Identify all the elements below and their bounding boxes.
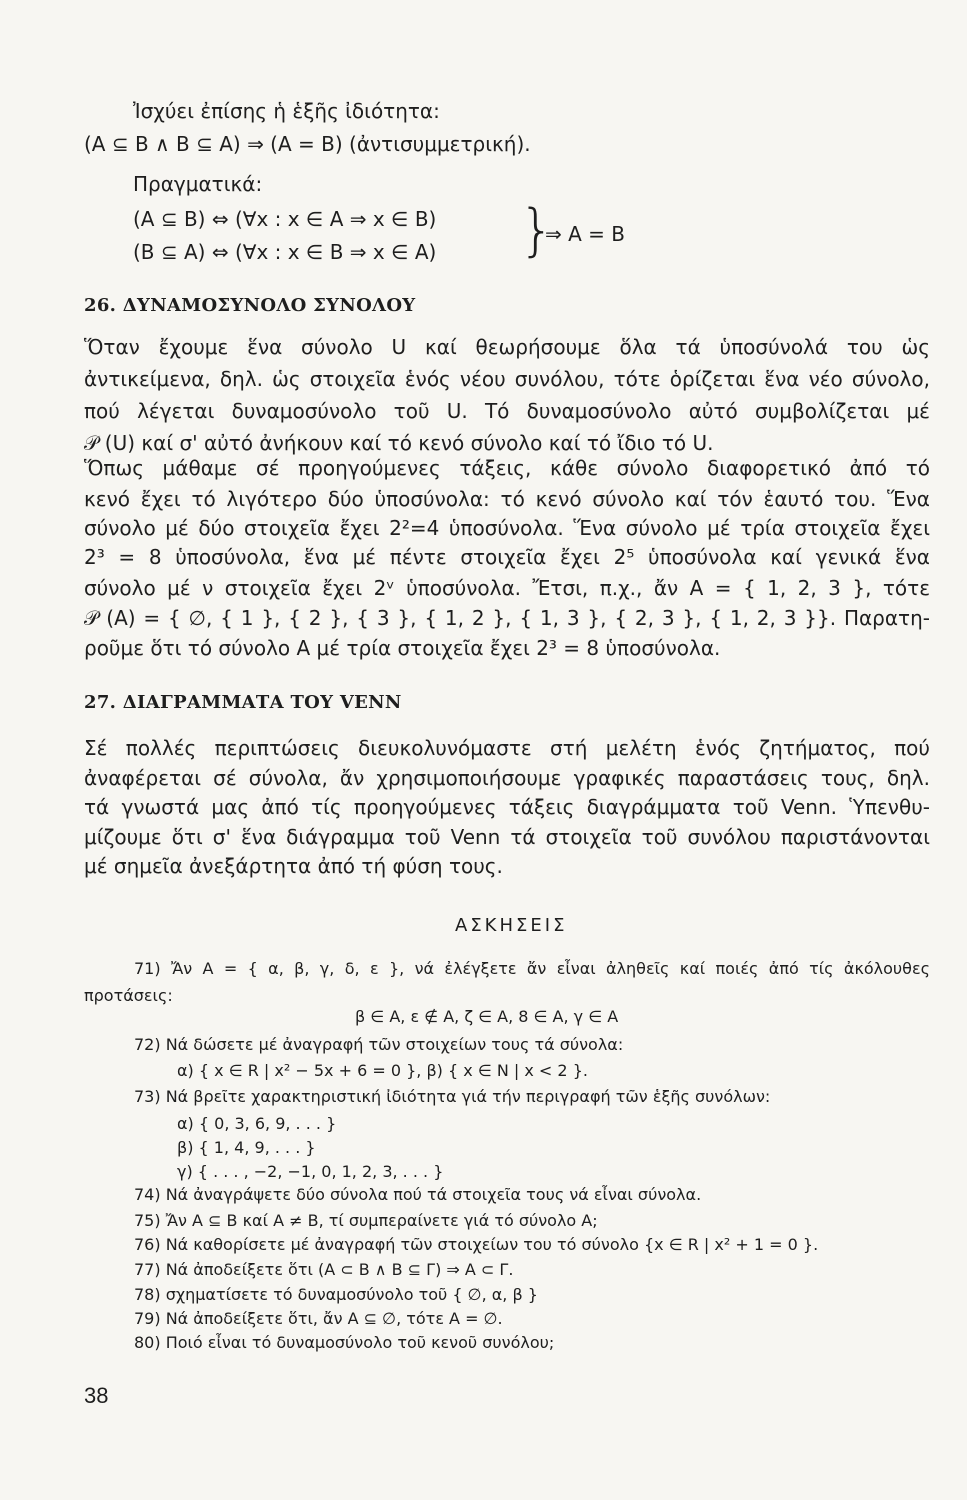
section-27-line: ἀναφέρεται σέ σύνολα, ἄν χρησιμοποιήσουμε γραφικές παραστάσεις τους, δηλ. <box>84 766 930 790</box>
section-26-line: Ὅταν ἔχουμε ἕνα σύνολο U καί θεωρήσουμε ὅλα τά ὑποσύνολά του ὡς <box>84 335 930 359</box>
intro-line-2: (A ⊆ B ∧ B ⊆ A) ⇒ (A = B) (ἀντισυμμετρική). <box>84 132 531 156</box>
section-26-line: σύνολο μέ ν στοιχεῖα ἔχει 2ᵛ ὑποσύνολα. Ἔτσι, π.χ., ἄν A = { 1, 2, 3 }, τότε <box>84 576 930 600</box>
section-27-line: Σέ πολλές περιπτώσεις διευκολυνόμαστε στή μελέτη ἑνός ζητήματος, πού <box>84 736 930 760</box>
exercise-line: γ) { . . . , −2, −1, 0, 1, 2, 3, . . . } <box>177 1162 444 1181</box>
proof-line-1: (A ⊆ B) ⇔ (∀x : x ∈ A ⇒ x ∈ B) <box>133 207 437 231</box>
proof-line-2: (B ⊆ A) ⇔ (∀x : x ∈ B ⇒ x ∈ A) <box>133 240 437 264</box>
section-26-line: 𝒫 (U) καί σ' αὐτό ἀνήκουν καί τό κενό σύνολο καί τό ἴδιο τό U. <box>84 431 714 455</box>
section-27-line: μέ σημεῖα ἀνεξάρτητα ἀπό τή φύση τους. <box>84 854 503 878</box>
exercise-line: 71) Ἄν A = { α, β, γ, δ, ε }, νά ἐλέγξετε ἄν εἶναι ἀληθεῖς καί ποιές ἀπό τίς ἀκόλουθες <box>134 959 930 978</box>
exercise-line: 79) Νά ἀποδείξετε ὅτι, ἄν A ⊆ ∅, τότε A = ∅. <box>134 1309 503 1328</box>
exercise-line: α) { 0, 3, 6, 9, . . . } <box>177 1114 337 1133</box>
section-26-line: 2³ = 8 ὑποσύνολα, ἕνα μέ πέντε στοιχεῖα ἔχει 2⁵ ὑποσύνολα καί γενικά ἕνα <box>84 545 930 569</box>
exercise-line: 74) Νά ἀναγράψετε δύο σύνολα πού τά στοιχεῖα τους νά εἶναι σύνολα. <box>134 1185 702 1204</box>
exercise-line: 77) Νά ἀποδείξετε ὅτι (A ⊂ B ∧ B ⊆ Γ) ⇒ A ⊂ Γ. <box>134 1260 514 1279</box>
exercise-line: 78) σχηματίσετε τό δυναμοσύνολο τοῦ { ∅, α, β } <box>134 1285 538 1304</box>
intro-line-3: Πραγματικά: <box>133 172 263 196</box>
section-26-line: ροῦμε ὅτι τό σύνολο A μέ τρία στοιχεῖα ἔχει 2³ = 8 ὑποσύνολα. <box>84 636 721 660</box>
section-27-line: τά γνωστά μας ἀπό τίς προηγούμενες τάξεις διαγράμματα τοῦ Venn. Ὑπενθυ- <box>84 795 930 819</box>
exercise-line: α) { x ∈ R | x² − 5x + 6 = 0 }, β) { x ∈ N | x < 2 }. <box>177 1061 588 1080</box>
exercise-line: 80) Ποιό εἶναι τό δυναμοσύνολο τοῦ κενοῦ συνόλου; <box>134 1333 555 1352</box>
intro-line-1: Ἰσχύει ἐπίσης ἡ ἑξῆς ἰδιότητα: <box>133 99 440 123</box>
section-26-heading: 26. ΔΥΝΑΜΟΣΥΝΟΛΟ ΣΥΝΟΛΟΥ <box>84 295 416 316</box>
section-26-line: 𝒫 (A) = { ∅, { 1 }, { 2 }, { 3 }, { 1, 2 }, { 1, 3 }, { 2, 3 }, { 1, 2, 3 }}. Παρατη- <box>84 606 930 630</box>
page-number: 38 <box>84 1383 109 1408</box>
right-brace: } <box>519 198 555 263</box>
exercise-line: 76) Νά καθορίσετε μέ ἀναγραφή τῶν στοιχείων του τό σύνολο {x ∈ R | x² + 1 = 0 }. <box>134 1235 819 1254</box>
section-27-line: μίζουμε ὅτι σ' ἕνα διάγραμμα τοῦ Venn τά στοιχεῖα τοῦ συνόλου παριστάνονται <box>84 825 930 849</box>
exercise-line: 73) Νά βρεῖτε χαρακτηριστική ἰδιότητα γιά τήν περιγραφή τῶν ἑξῆς συνόλων: <box>134 1087 771 1106</box>
section-26-line: κενό ἔχει τό λιγότερο δύο ὑποσύνολα: τό κενό σύνολο καί τόν ἑαυτό του. Ἕνα <box>84 487 930 511</box>
exercise-line: β ∈ A, ε ∉ A, ζ ∈ A, 8 ∈ A, γ ∈ A <box>355 1007 619 1026</box>
proof-conclusion: ⇒ A = B <box>545 222 625 246</box>
section-26-line: πού λέγεται δυναμοσύνολο τοῦ U. Τό δυναμοσύνολο αὐτό συμβολίζεται μέ <box>84 399 930 423</box>
exercise-line: 75) Ἄν A ⊆ B καί A ≠ B, τί συμπεραίνετε γιά τό σύνολο A; <box>134 1211 598 1230</box>
exercise-line: 72) Νά δώσετε μέ ἀναγραφή τῶν στοιχείων τους τά σύνολα: <box>134 1035 624 1054</box>
section-26-line: ἀντικείμενα, δηλ. ὡς στοιχεῖα ἑνός νέου συνόλου, τότε ὁρίζεται ἕνα νέο σύνολο, <box>84 367 930 391</box>
section-27-heading: 27. ΔΙΑΓΡΑΜΜΑΤΑ ΤΟΥ VENN <box>84 692 402 713</box>
exercise-line: β) { 1, 4, 9, . . . } <box>177 1138 316 1157</box>
section-26-line: σύνολο μέ δύο στοιχεῖα ἔχει 2²=4 ὑποσύνολα. Ἕνα σύνολο μέ τρία στοιχεῖα ἔχει <box>84 516 930 540</box>
section-26-line: Ὅπως μάθαμε σέ προηγούμενες τάξεις, κάθε σύνολο διαφορετικό ἀπό τό <box>84 456 930 480</box>
exercise-line: προτάσεις: <box>84 986 173 1005</box>
exercises-heading: ΑΣΚΗΣΕΙΣ <box>455 915 568 936</box>
